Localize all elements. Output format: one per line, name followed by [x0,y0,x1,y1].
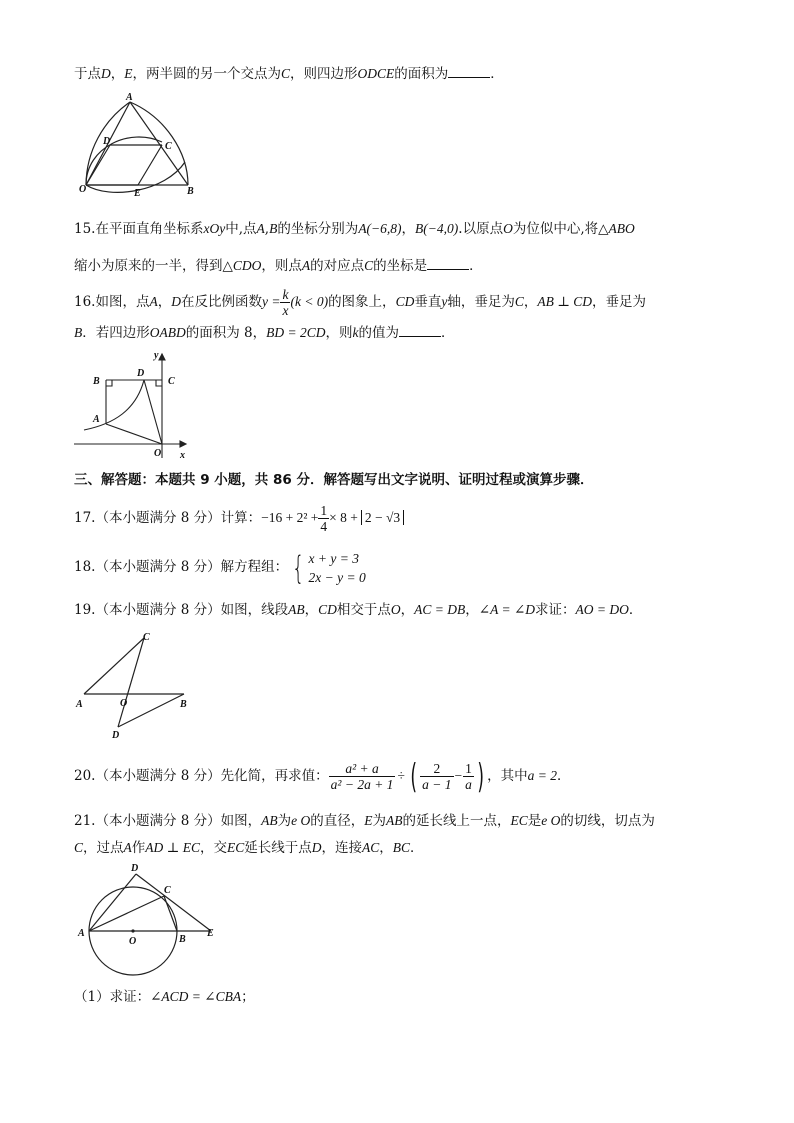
fraction-2 [420,761,453,792]
math: AB [288,602,305,617]
numerator: 1 [320,503,328,518]
center-dot [131,929,134,932]
fraction-1 [329,761,396,792]
text: ． [469,258,483,274]
math: AC = DB [414,602,466,617]
text: ． [557,768,571,784]
q19-line [74,600,642,620]
math: AB [386,813,403,828]
fraction-k-over-x [280,287,290,318]
label-c: C [164,885,171,896]
text: 在反比例函数 [180,294,262,310]
math: (k < 0) [290,294,329,309]
figure-q21-circle-tangent [74,858,224,983]
label-d: D [103,136,111,147]
line-ab [130,102,188,185]
text: 的值为 [358,325,399,341]
text: ． [441,325,455,341]
math: O [390,602,401,617]
text: 的对应点 [310,258,365,274]
text: （1）求证： [74,989,151,1005]
equation-system [309,549,366,587]
text: 求证： [535,602,576,618]
q18-line [74,548,366,587]
math: AB ⊥ CD [537,294,593,309]
fraction-one-quarter [318,503,329,534]
math: E [364,813,373,828]
text: , [264,221,270,237]
math: B [74,325,83,340]
math: AB [261,813,278,828]
denominator: 4 [320,519,328,534]
text: 在平面直角坐标系 [95,221,204,237]
math: C [514,294,524,309]
math: e O [291,813,311,828]
section-heading: 三、解答题：本题共 9 小题，共 86 分．解答题写出文字说明、证明过程或演算步骤． [74,472,594,488]
figure-q14-semicircles [70,92,210,202]
math: B [269,221,278,236]
text: ； [241,989,255,1005]
label-e: E [207,928,214,939]
label-b: B [179,934,186,945]
q21-line-2 [74,838,424,858]
math: D [171,294,181,309]
math: EC [510,813,528,828]
question-number: 15. [74,221,96,237]
question-number: 19. [74,602,96,618]
text: 的图象上， [328,294,396,310]
math: a = 2 [527,768,558,783]
figure-q16-hyperbola [74,348,204,460]
right-angle-b [106,380,112,386]
answer-blank [448,63,490,78]
label-c: C [165,141,172,152]
q16-line-2 [74,322,455,343]
math: A [301,258,311,273]
question-number: 18. [74,559,96,575]
text: 相交于点 [336,602,391,618]
math: CD [395,294,415,309]
math: O [503,221,513,236]
text: 作 [131,840,146,856]
text: .以原点 [458,221,504,237]
text: ，交 [199,840,227,856]
math: A [256,221,265,236]
math: C [74,840,84,855]
text: （本小题满分 8 分）如图， [95,813,262,829]
text: ． [490,66,504,82]
question-number: 21. [74,813,96,829]
text: ，过点 [83,840,124,856]
text: ，两半圆的另一个交点为 [132,66,281,82]
numerator: 2 [420,761,453,777]
text: 缩小为原来的一半，得到 [74,258,223,274]
operator: ÷ [397,768,405,783]
denominator: a² − 2a + 1 [330,777,394,792]
text: ． [628,602,643,618]
denominator: a [465,777,472,792]
segment-ac [84,638,144,694]
label-o: O [154,448,162,459]
q15-line-1 [74,219,635,239]
numerator: a² + a [329,761,396,777]
label-d: D [137,368,145,379]
y-axis-arrow [159,354,165,360]
text: 的面积为 8， [185,325,267,341]
label-e: E [134,188,141,199]
label-o: O [120,698,128,709]
line-do [144,380,162,444]
label-o: O [79,184,87,195]
line-ce [138,145,162,185]
text: 的切线，切点为 [560,813,655,829]
math: △ABO [598,221,635,236]
denominator: x [282,303,289,318]
answer-blank [427,255,469,270]
line-bc [164,896,177,931]
text: ， [401,221,416,237]
math: −16 + 2² + [261,510,319,525]
math: D [101,66,111,81]
text: ， [379,840,393,856]
math: BC [392,840,411,855]
line-ad [89,874,136,931]
line-do [86,145,110,185]
math: A(−6,8) [358,221,402,236]
math: ∠ACD = ∠CBA [150,989,242,1004]
text: ， [400,602,415,618]
absolute-value: 2 − √3 [361,510,404,525]
label-b: B [180,699,187,710]
arc-semicircle-1 [86,137,162,185]
text: （本小题满分 8 分）先化简，再求值： [95,768,329,784]
q20-line [74,757,571,796]
line-ao [106,424,162,444]
math: A [123,840,132,855]
fraction-3 [463,761,474,792]
segment-db [118,694,184,727]
math: D [311,840,322,855]
text: 是 [527,813,542,829]
question-number: 20. [74,768,96,784]
equation-2: 2x − y = 0 [308,569,366,585]
question-number: 16. [74,294,96,310]
text: 于点 [74,66,101,82]
numerator: k [282,287,289,302]
text: 的直径， [310,813,365,829]
denominator: a − 1 [422,777,452,792]
math: y = [261,294,281,309]
text: ，则 [325,325,353,341]
label-x: x [180,450,185,461]
label-y: y [154,350,159,361]
left-paren: ( [410,756,417,797]
text: 为 [372,813,387,829]
math: AD ⊥ EC [145,840,200,855]
text: 轴，垂足为 [447,294,515,310]
text: ，垂足为 [592,294,647,310]
q21-line-1 [74,811,655,831]
text: 中,点 [225,221,257,237]
text: 的延长线上一点， [402,813,511,829]
text: 的面积为 [394,66,449,82]
text: 垂直 [414,294,442,310]
math: y [441,294,448,309]
text: ， [523,294,538,310]
x-axis-arrow [180,441,186,447]
math: EC [226,840,245,855]
math: xOy [203,221,226,236]
text: ，其中 [487,768,528,784]
question-number: 17. [74,510,96,526]
q21-part-1 [74,987,255,1007]
label-a: A [93,414,100,425]
brace: { [292,548,305,587]
math: AO = DO [575,602,629,617]
text: ， [465,602,479,618]
text: 延长线于点 [244,840,312,856]
q17-line [74,503,404,534]
math: ∠A = ∠D [478,602,536,617]
text: ， [110,66,125,82]
math: CD [318,602,337,617]
text: ， [304,602,319,618]
label-b: B [93,376,100,387]
text: ，则点 [261,258,302,274]
label-b: B [187,186,194,197]
right-paren: ) [477,756,484,797]
text: 为位似中心,将 [512,221,599,237]
text: ． [410,840,424,856]
q16-line-1 [74,287,646,318]
math: C [281,66,291,81]
math: OABD [149,325,186,340]
math: △CDO [222,258,262,273]
operator: − [454,768,463,783]
text: （本小题满分 8 分）如图，线段 [95,602,289,618]
q15-line-2 [74,255,483,276]
math: AC [361,840,380,855]
equation-1: x + y = 3 [308,550,359,566]
label-c: C [143,632,150,643]
label-d: D [131,863,139,874]
text: 如图，点 [95,294,150,310]
figure-q19-crossing-segments [74,628,204,740]
numerator: 1 [465,761,472,776]
math: C [364,258,374,273]
text: ．若四边形 [82,325,150,341]
label-o: O [129,936,137,947]
label-a: A [76,699,83,710]
math: ODCE [357,66,395,81]
text: 为 [277,813,292,829]
label-a: A [126,92,133,103]
text: ， [157,294,172,310]
label-a: A [78,928,85,939]
math: B(−4,0) [415,221,459,236]
q14-text-line [74,63,504,84]
math: e O [541,813,561,828]
text: （本小题满分 8 分）计算： [95,510,262,526]
text: 的坐标是 [373,258,428,274]
math: k [352,325,359,340]
text: （本小题满分 8 分）解方程组： [95,559,289,575]
right-angle-c [156,380,162,386]
math: A [149,294,158,309]
text: ，连接 [321,840,362,856]
answer-blank [399,322,441,337]
math: × 8 + [329,510,358,525]
text: ，则四边形 [290,66,358,82]
segment-cd [118,638,144,727]
text: 的坐标分别为 [277,221,359,237]
label-c: C [168,376,175,387]
math: E [124,66,133,81]
label-d: D [112,730,120,741]
math: BD = 2CD [266,325,326,340]
